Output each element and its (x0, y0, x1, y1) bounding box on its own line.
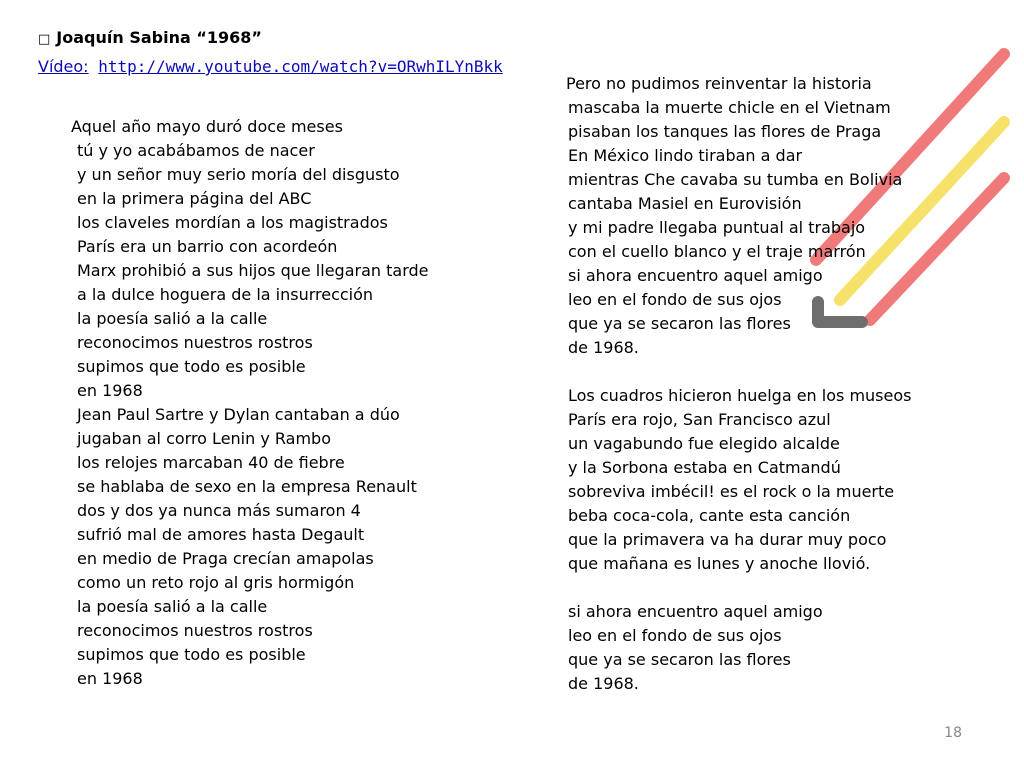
stanza-gap (568, 360, 911, 384)
page-number: 18 (944, 725, 962, 741)
lyric-line: y mi padre llegaba puntual al trabajo (568, 218, 866, 237)
lyric-line: que la primavera va ha durar muy poco (568, 530, 887, 549)
lyric-line: los claveles mordían a los magistrados (77, 213, 388, 232)
lyric-line: si ahora encuentro aquel amigo (568, 266, 823, 285)
lyric-line: de 1968. (568, 338, 639, 357)
lyric-line: París era rojo, San Francisco azul (568, 410, 831, 429)
lyric-line: Jean Paul Sartre y Dylan cantaban a dúo (77, 405, 400, 424)
lyric-line: a la dulce hoguera de la insurrección (77, 285, 374, 304)
lyric-line: supimos que todo es posible (77, 645, 306, 664)
lyric-line: pisaban los tanques las flores de Praga (568, 122, 882, 141)
lyric-line: la poesía salió a la calle (77, 597, 268, 616)
lyrics-right-column (568, 72, 911, 696)
lyric-line: la poesía salió a la calle (77, 309, 268, 328)
lyric-line: sufrió mal de amores hasta Degault (77, 525, 365, 544)
lyric-line: se hablaba de sexo en la empresa Renault (77, 477, 417, 496)
lyric-line: en medio de Praga crecían amapolas (77, 549, 374, 568)
lyric-line: supimos que todo es posible (77, 357, 306, 376)
lyrics-left-column (71, 115, 429, 691)
video-link[interactable]: http://www.youtube.com/watch?v=ORwhILYnBkk (98, 57, 503, 76)
song-title-text: Joaquín Sabina “1968” (56, 28, 262, 47)
lyric-line: y un señor muy serio moría del disgusto (77, 165, 400, 184)
lyric-line: los relojes marcaban 40 de fiebre (77, 453, 345, 472)
lyric-line: sobreviva imbécil! es el rock o la muerte (568, 482, 895, 501)
stanza-gap (568, 576, 911, 600)
lyric-line: reconocimos nuestros rostros (77, 333, 313, 352)
lyric-line: que ya se secaron las flores (568, 314, 791, 333)
lyric-line: que ya se secaron las flores (568, 650, 791, 669)
lyric-line: jugaban al corro Lenin y Rambo (77, 429, 331, 448)
lyric-line: en 1968 (77, 381, 143, 400)
lyric-line: Marx prohibió a sus hijos que llegaran tarde (77, 261, 429, 280)
lyric-line: beba coca-cola, cante esta canción (568, 506, 851, 525)
lyric-line: dos y dos ya nunca más sumaron 4 (77, 501, 361, 520)
lyric-line: con el cuello blanco y el traje marrón (568, 242, 866, 261)
bullet-square: □ (38, 32, 51, 47)
lyric-line: mascaba la muerte chicle en el Vietnam (568, 98, 891, 117)
lyric-line: como un reto rojo al gris hormigón (77, 573, 355, 592)
lyric-line: En México lindo tiraban a dar (568, 146, 803, 165)
lyric-line: Aquel año mayo duró doce meses (71, 117, 343, 136)
lyric-line: en 1968 (77, 669, 143, 688)
lyric-line: si ahora encuentro aquel amigo (568, 602, 823, 621)
video-line (38, 57, 503, 76)
video-label: Vídeo: (38, 57, 89, 76)
lyric-line: Pero no pudimos reinventar la historia (566, 74, 872, 93)
lyric-line: Los cuadros hicieron huelga en los museos (568, 386, 912, 405)
lyric-line: tú y yo acabábamos de nacer (77, 141, 315, 160)
lyric-line: de 1968. (568, 674, 639, 693)
song-title (38, 28, 262, 47)
lyric-line: y la Sorbona estaba en Catmandú (568, 458, 841, 477)
lyric-line: leo en el fondo de sus ojos (568, 290, 782, 309)
lyric-line: leo en el fondo de sus ojos (568, 626, 782, 645)
lyric-line: cantaba Masiel en Eurovisión (568, 194, 802, 213)
lyric-line: mientras Che cavaba su tumba en Bolivia (568, 170, 903, 189)
lyric-line: en la primera página del ABC (77, 189, 312, 208)
lyric-line: un vagabundo fue elegido alcalde (568, 434, 840, 453)
lyric-line: que mañana es lunes y anoche llovió. (568, 554, 871, 573)
lyric-line: París era un barrio con acordeón (77, 237, 338, 256)
lyric-line: reconocimos nuestros rostros (77, 621, 313, 640)
